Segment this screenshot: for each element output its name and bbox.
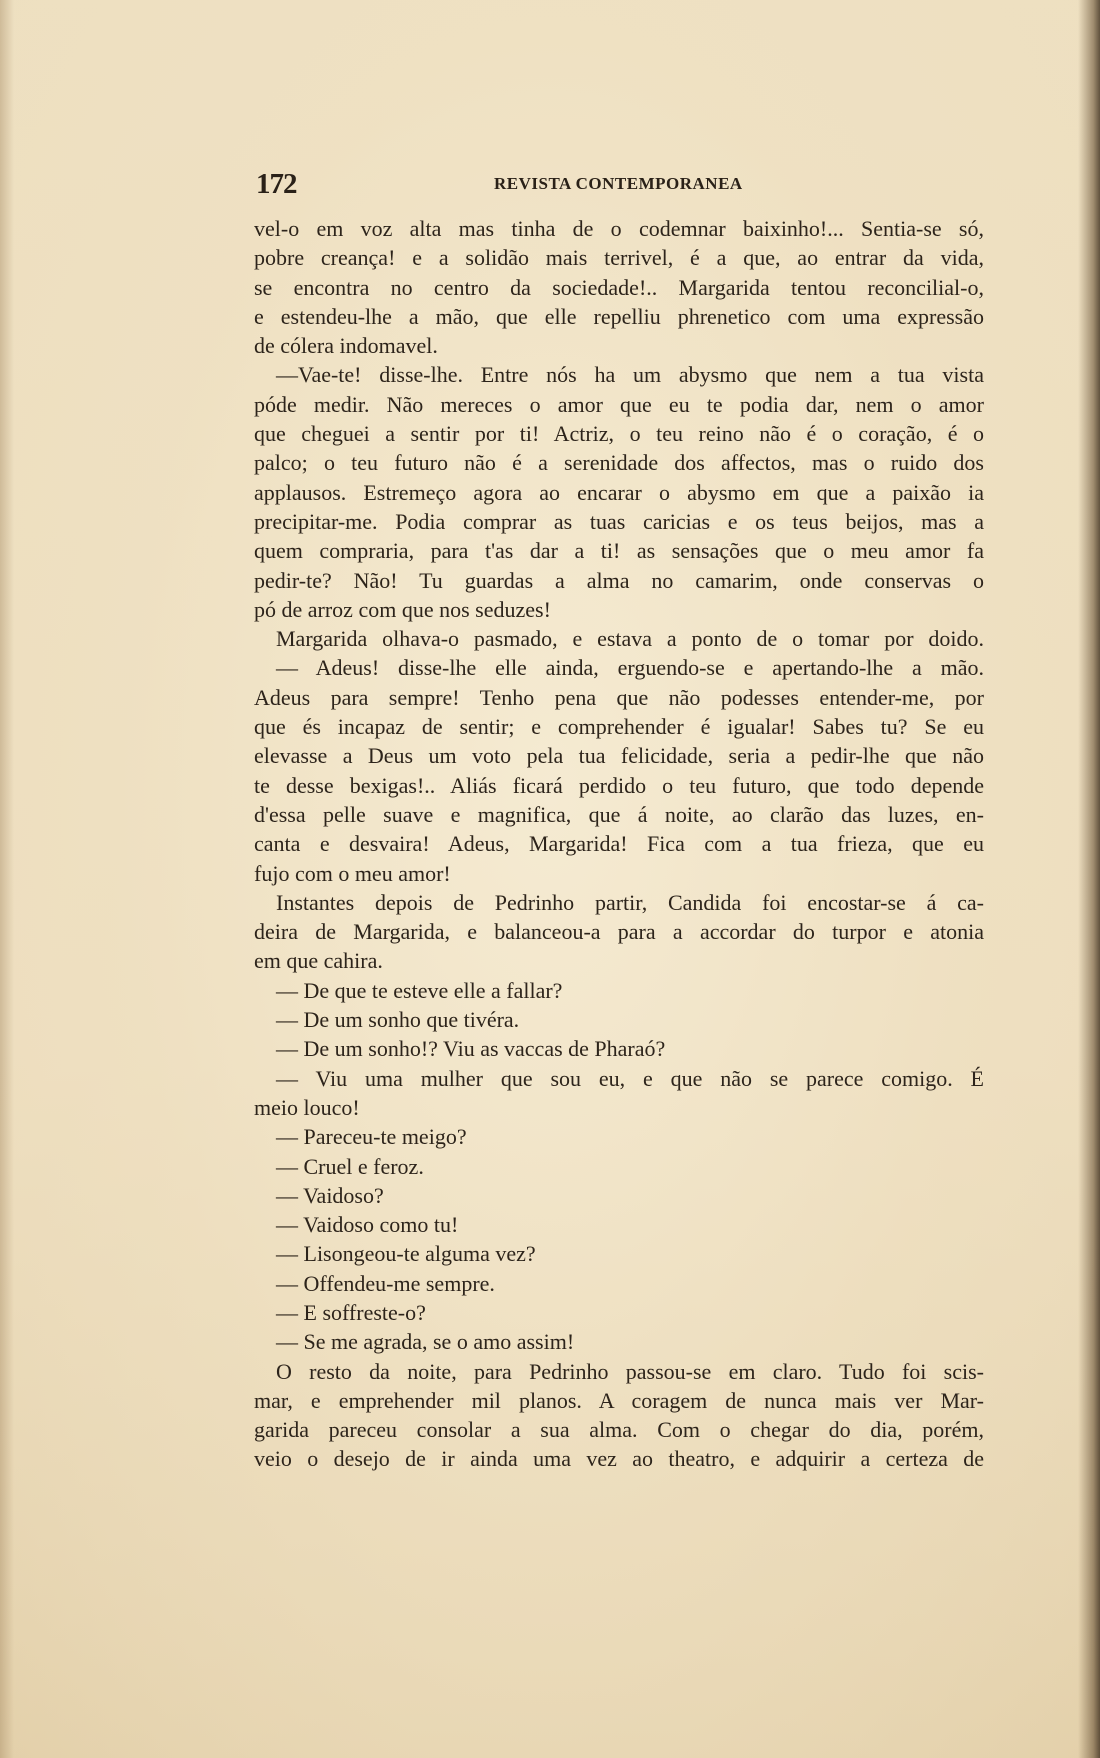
text-line: —Vae-te! disse-lhe. Entre nós ha um abysmo que nem a tua vista [276, 362, 984, 388]
text-line: — Pareceu-te meigo? [276, 1124, 467, 1150]
body-text [254, 214, 984, 1474]
text-line: quem compraria, para t'as dar a ti! as sensações que o meu amor fa [254, 538, 984, 564]
text-line: elevasse a Deus um voto pela tua felicidade, seria a pedir-lhe que não [254, 743, 984, 769]
text-line: meio louco! [254, 1094, 360, 1120]
text-line: Margarida olhava-o pasmado, e estava a ponto de o tomar por doido. [276, 626, 984, 652]
text-line: pedir-te? Não! Tu guardas a alma no camarim, onde conservas o [254, 567, 984, 593]
text-line: se encontra no centro da sociedade!.. Margarida tentou reconcilial-o, [254, 274, 984, 300]
text-line: — Vaidoso como tu! [276, 1212, 459, 1238]
text-line: garida pareceu consolar a sua alma. Com o chegar do dia, porém, [254, 1417, 984, 1443]
text-line: — Viu uma mulher que sou eu, e que não se parece comigo. É [276, 1065, 984, 1091]
text-line: que és incapaz de sentir; e comprehender é igualar! Sabes tu? Se eu [254, 714, 984, 740]
text-line: te desse bexigas!.. Aliás ficará perdido o teu futuro, que todo depende [254, 772, 984, 798]
text-line: mar, e emprehender mil planos. A coragem de nunca mais ver Mar- [254, 1387, 984, 1413]
text-line: fujo com o meu amor! [254, 860, 451, 886]
text-line: — Adeus! disse-lhe elle ainda, erguendo-se e apertando-lhe a mão. [276, 655, 984, 681]
text-line: canta e desvaira! Adeus, Margarida! Fica com a tua frieza, que eu [254, 831, 984, 857]
text-line: — Cruel e feroz. [276, 1153, 424, 1179]
text-line: O resto da noite, para Pedrinho passou-se em claro. Tudo foi scis- [276, 1358, 984, 1384]
text-line: pó de arroz com que nos seduzes! [254, 596, 551, 622]
text-line: palco; o teu futuro não é a serenidade dos affectos, mas o ruido dos [254, 450, 984, 476]
text-line: deira de Margarida, e balanceou-a para a accordar do turpor e atonia [254, 919, 984, 945]
text-line: vel-o em voz alta mas tinha de o codemnar baixinho!... Sentia-se só, [254, 216, 984, 241]
text-line: Instantes depois de Pedrinho partir, Candida foi encostar-se á ca- [276, 889, 984, 915]
text-line: applausos. Estremeço agora ao encarar o abysmo em que a paixão ia [254, 479, 984, 505]
text-line: Adeus para sempre! Tenho pena que não podesses entender-me, por [254, 684, 984, 710]
text-line: póde medir. Não mereces o amor que eu te podia dar, nem o amor [254, 391, 984, 417]
text-line: pobre creança! e a solidão mais terrivel, é a que, ao entrar da vida, [254, 245, 984, 271]
text-line: — Offendeu-me sempre. [276, 1270, 495, 1296]
text-line: d'essa pelle suave e magnifica, que á noite, ao clarão das luzes, en- [254, 801, 984, 827]
text-line: — Se me agrada, se o amo assim! [276, 1329, 575, 1355]
page-number: 172 [256, 168, 297, 200]
text-line: em que cahira. [254, 948, 383, 974]
page-header [256, 168, 984, 200]
text-line: de cólera indomavel. [254, 333, 438, 359]
text-line: veio o desejo de ir ainda uma vez ao theatro, e adquirir a certeza de [254, 1446, 984, 1472]
text-line: que cheguei a sentir por ti! Actriz, o teu reino não é o coração, é o [254, 421, 984, 447]
text-line: — De que te esteve elle a fallar? [276, 977, 563, 1003]
running-title: REVISTA CONTEMPORANEA [494, 174, 743, 193]
text-line: — E soffreste-o? [276, 1299, 426, 1325]
text-line: — De um sonho que tivéra. [276, 1007, 520, 1033]
text-line: — De um sonho!? Viu as vaccas de Pharaó? [276, 1036, 666, 1062]
text-line: precipitar-me. Podia comprar as tuas caricias e os teus beijos, mas a [254, 508, 984, 534]
text-line: — Vaidoso? [276, 1182, 384, 1208]
text-line: — Lisongeou-te alguma vez? [276, 1241, 536, 1267]
text-line: e estendeu-lhe a mão, que elle repelliu phrenetico com uma expressão [254, 303, 984, 329]
